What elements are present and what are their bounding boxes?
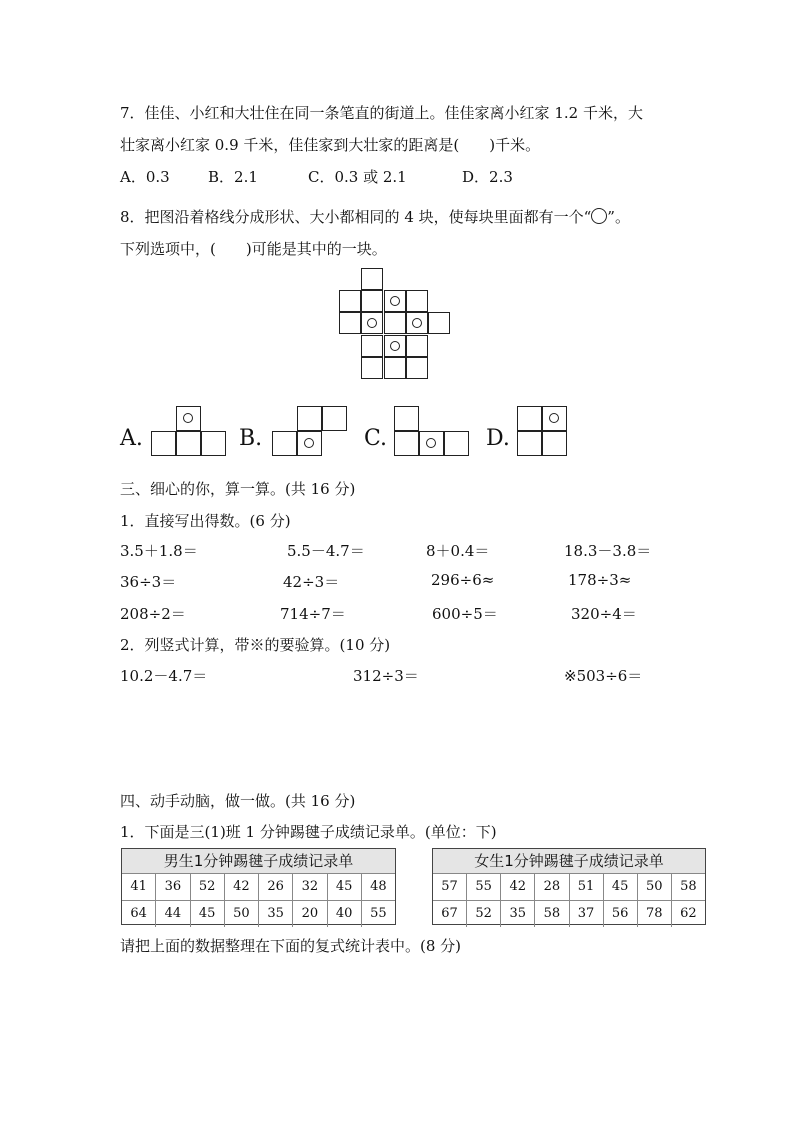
- grid-cell: [361, 290, 383, 312]
- q7-option-d: D．2.3: [462, 168, 513, 186]
- table-cell: 52: [466, 901, 500, 927]
- shape-cell: [444, 431, 469, 456]
- q7-option-c: C．0.3 或 2.1: [308, 168, 407, 186]
- table-cell: 58: [671, 874, 705, 900]
- table-cell: 28: [534, 874, 568, 900]
- table-cell: 50: [224, 901, 258, 927]
- grid-cell: [406, 312, 428, 334]
- section4-instruction: 请把上面的数据整理在下面的复式统计表中。(8 分): [120, 937, 462, 955]
- table-cell: 45: [327, 874, 361, 900]
- grid-cell: [384, 335, 406, 357]
- q7-line-2: 壮家离小红家 0.9 千米，佳佳家到大壮家的距离是( )千米。: [120, 136, 541, 154]
- section3-q2-title: 2．列竖式计算，带※的要验算。(10 分): [120, 636, 391, 654]
- grid-cell: [384, 312, 406, 334]
- shape-cell: [419, 431, 444, 456]
- section3-q1-title: 1．直接写出得数。(6 分): [120, 512, 291, 530]
- girls-score-table: [432, 848, 706, 925]
- table-cell: 42: [224, 874, 258, 900]
- shape-cell: [176, 406, 201, 431]
- boys-table-title: 男生1分钟踢毽子成绩记录单: [122, 849, 395, 874]
- grid-cell: [406, 290, 428, 312]
- table-row: [122, 900, 395, 927]
- section4-title: 四、动手动脑，做一做。(共 16 分): [120, 792, 356, 810]
- circle-icon: [183, 413, 193, 423]
- oral-problem: 714÷7＝: [280, 605, 346, 623]
- table-cell: 57: [441, 879, 458, 894]
- grid-cell: [339, 290, 361, 312]
- table-cell: 41: [130, 879, 147, 894]
- table-cell: 64: [130, 906, 147, 921]
- girls-table-title: 女生1分钟踢毽子成绩记录单: [433, 849, 705, 874]
- table-cell: 40: [327, 901, 361, 927]
- q8-option-b-label: B.: [239, 426, 263, 451]
- table-cell: 67: [441, 906, 458, 921]
- q8-option-d-label: D.: [486, 426, 510, 451]
- circle-icon: [426, 438, 436, 448]
- grid-cell: [361, 268, 383, 290]
- grid-cell: [406, 335, 428, 357]
- table-cell: 35: [258, 901, 292, 927]
- table-cell: 56: [603, 901, 637, 927]
- table-row: [122, 874, 395, 900]
- circle-icon: [412, 318, 422, 328]
- circle-icon: [549, 413, 559, 423]
- oral-problem: 42÷3＝: [283, 573, 340, 591]
- grid-cell: [361, 357, 383, 379]
- table-cell: 55: [361, 901, 395, 927]
- q8-line-1-end: ”。: [607, 208, 630, 226]
- table-cell: 51: [569, 874, 603, 900]
- table-cell: 58: [534, 901, 568, 927]
- table-cell: 45: [603, 874, 637, 900]
- table-cell: 42: [500, 874, 534, 900]
- q7-line-1: 7．佳佳、小红和大壮住在同一条笔直的街道上。佳佳家离小红家 1.2 千米，大: [120, 104, 643, 122]
- table-cell: 36: [155, 874, 189, 900]
- table-cell: 26: [258, 874, 292, 900]
- section4-q1-title: 1．下面是三(1)班 1 分钟踢毽子成绩记录单。(单位：下): [120, 823, 497, 841]
- table-cell: 48: [361, 874, 395, 900]
- circle-icon: [591, 208, 607, 224]
- grid-cell: [361, 312, 383, 334]
- table-cell: 78: [637, 901, 671, 927]
- shape-cell: [151, 431, 176, 456]
- q8-option-a-label: A.: [120, 426, 143, 451]
- grid-cell: [384, 290, 406, 312]
- shape-cell: [542, 406, 567, 431]
- grid-cell: [428, 312, 450, 334]
- shape-cell: [542, 431, 567, 456]
- shape-cell: [517, 406, 542, 431]
- oral-problem: 5.5－4.7＝: [287, 542, 365, 560]
- circle-icon: [367, 318, 377, 328]
- q8-line-2: 下列选项中，( )可能是其中的一块。: [120, 240, 387, 258]
- section3-title: 三、细心的你，算一算。(共 16 分): [120, 480, 356, 498]
- shape-cell: [394, 431, 419, 456]
- table-cell: 44: [155, 901, 189, 927]
- shape-cell: [201, 431, 226, 456]
- oral-problem: 3.5＋1.8＝: [120, 542, 198, 560]
- circle-icon: [390, 341, 400, 351]
- oral-problem: 296÷6≈: [431, 571, 495, 589]
- shape-cell: [297, 406, 322, 431]
- q8-option-c-label: C.: [364, 426, 388, 451]
- oral-problem: 178÷3≈: [568, 571, 632, 589]
- oral-problem: 208÷2＝: [120, 605, 186, 623]
- circle-icon: [304, 438, 314, 448]
- vertical-problem: 10.2－4.7＝: [120, 667, 208, 685]
- vertical-problem: ※503÷6＝: [564, 667, 643, 685]
- oral-problem: 36÷3＝: [120, 573, 177, 591]
- shape-cell: [322, 406, 347, 431]
- grid-cell: [406, 357, 428, 379]
- q7-option-b: B．2.1: [208, 168, 258, 186]
- table-cell: 55: [466, 874, 500, 900]
- table-cell: 50: [637, 874, 671, 900]
- circle-icon: [390, 296, 400, 306]
- table-cell: 35: [500, 901, 534, 927]
- oral-problem: 320÷4＝: [571, 605, 637, 623]
- shape-cell: [176, 431, 201, 456]
- grid-cell: [339, 312, 361, 334]
- shape-cell: [394, 406, 419, 431]
- table-row: [433, 874, 705, 900]
- shape-cell: [517, 431, 542, 456]
- oral-problem: 600÷5＝: [432, 605, 498, 623]
- table-cell: 37: [569, 901, 603, 927]
- vertical-problem: 312÷3＝: [353, 667, 419, 685]
- table-row: [433, 900, 705, 927]
- shape-cell: [272, 431, 297, 456]
- q7-option-a: A．0.3: [120, 168, 170, 186]
- table-cell: 52: [190, 874, 224, 900]
- table-cell: 20: [292, 901, 326, 927]
- table-cell: 32: [292, 874, 326, 900]
- boys-score-table: [121, 848, 396, 925]
- table-cell: 62: [671, 901, 705, 927]
- oral-problem: 8＋0.4＝: [426, 542, 490, 560]
- grid-cell: [361, 335, 383, 357]
- grid-cell: [384, 357, 406, 379]
- shape-cell: [297, 431, 322, 456]
- table-cell: 45: [190, 901, 224, 927]
- oral-problem: 18.3－3.8＝: [564, 542, 652, 560]
- q8-line-1: [120, 206, 630, 227]
- q8-line-1-text: 8．把图沿着格线分成形状、大小都相同的 4 块，使每块里面都有一个“: [120, 208, 592, 226]
